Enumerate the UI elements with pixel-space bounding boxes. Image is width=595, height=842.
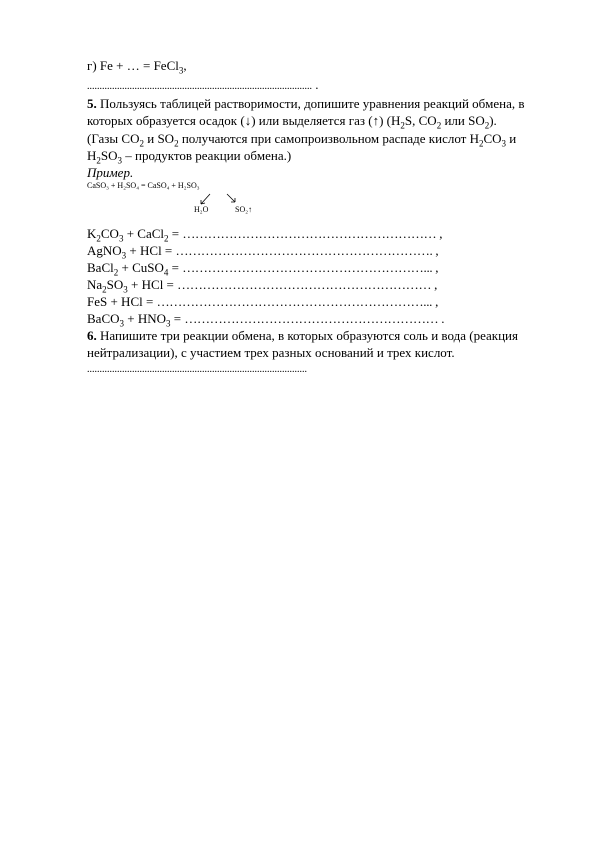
equation-text: FeS + HCl = — [87, 294, 157, 309]
equation-text: AgNO — [87, 243, 122, 258]
task5-text: H — [87, 148, 97, 163]
equation-text: SO — [106, 277, 124, 292]
answer-dots: …………………………………………………... , — [182, 260, 439, 275]
equation-text: = — [168, 226, 183, 241]
subscript: 4 — [163, 267, 169, 278]
example-h2o: H₂O — [194, 205, 209, 214]
subscript: 3 — [501, 138, 507, 149]
subscript: 2 — [113, 267, 119, 278]
example-label: Пример. — [87, 165, 134, 180]
task5-text: ) или выделяется газ ( — [251, 113, 373, 128]
equation-text: CO — [100, 226, 119, 241]
task6-line-2 — [87, 345, 455, 361]
task5-line-1 — [87, 96, 525, 112]
task5-text: ). — [489, 113, 497, 128]
task6-text: Напишите три реакции обмена, в которых образуются соль и вода (реакция — [96, 328, 518, 343]
subscript: 2 — [436, 120, 442, 131]
subscript: 2 — [102, 284, 107, 295]
answer-dots: ........................................................................................ — [87, 364, 307, 375]
equation-text: + HNO — [124, 311, 166, 326]
subscript: 3 — [119, 318, 124, 329]
answer-dots-end: . — [312, 77, 319, 92]
equation-text: + HCl = — [126, 243, 176, 258]
equation-text: = — [170, 311, 185, 326]
answer-dots: ………………………………………………………... , — [156, 294, 439, 309]
equation-5 — [87, 294, 438, 310]
task5-text: и SO — [143, 131, 175, 146]
equation-text: + CuSO — [118, 260, 164, 275]
item-g-text: г) Fe + … = FeCl — [87, 58, 179, 73]
subscript: 2 — [478, 138, 484, 149]
subscript: 2 — [400, 120, 405, 131]
equation-text: + HCl = — [127, 277, 178, 292]
answer-line-1 — [87, 77, 319, 95]
task5-text: – продуктов реакции обмена.) — [122, 148, 292, 163]
equation-text: BaCO — [87, 311, 120, 326]
subscript: 2 — [164, 233, 169, 244]
task5-text: SO — [100, 148, 118, 163]
subscript: 3 — [118, 233, 124, 244]
subscript: 2 — [174, 138, 179, 149]
subscript: 3 — [178, 65, 184, 76]
answer-dots: …………………………………………………… . — [184, 311, 445, 326]
subscript: 2 — [96, 233, 101, 244]
answer-dots: …………………………………………………… , — [177, 277, 438, 292]
subscript: 2 — [139, 138, 144, 149]
answer-dots: .......................................................................................... — [87, 81, 312, 92]
subscript: 2 — [96, 155, 101, 166]
subscript: 2 — [484, 120, 490, 131]
task5-text: CO — [483, 131, 502, 146]
task5-text: ) (H — [379, 113, 401, 128]
equation-text: K — [87, 226, 97, 241]
arrow-down-icon: ↓ — [244, 113, 252, 128]
answer-dots: ……………………………………………………. , — [175, 243, 439, 258]
task6-text: нейтрализации), с участием трех разных оснований и трех кислот. — [87, 345, 455, 360]
task5-text: (Газы CO — [87, 131, 140, 146]
item-g-tail: , — [183, 58, 187, 73]
answer-dots: …………………………………………………… , — [182, 226, 443, 241]
task5-text: которых образуется осадок ( — [87, 113, 245, 128]
task5-text: получаются при самопроизвольном распаде кислот H — [178, 131, 479, 146]
task5-number: 5. — [87, 96, 97, 111]
equation-text: Na — [87, 277, 103, 292]
equation-text: BaCl — [87, 260, 114, 275]
arrow-up-icon: ↑ — [372, 113, 380, 128]
example-so2: SO₂↑ — [235, 205, 253, 214]
subscript: 3 — [117, 155, 123, 166]
task5-text: или SO — [441, 113, 485, 128]
answer-line-2 — [87, 362, 307, 378]
equation-text: = — [168, 260, 183, 275]
task6-number: 6. — [87, 328, 97, 343]
subscript: 3 — [121, 250, 127, 261]
task5-text: S, CO — [404, 113, 437, 128]
subscript: 3 — [123, 284, 128, 295]
task5-text: и — [506, 131, 517, 146]
subscript: 3 — [166, 318, 171, 329]
item-g — [87, 58, 187, 79]
equation-text: + CaCl — [123, 226, 165, 241]
task5-text: Пользуясь таблицей растворимости, допишите уравнения реакций обмена, в — [96, 96, 525, 111]
example-equation: CaSO₃ + H₂SO₄ = CaSO₄ + H₂SO₃ — [87, 181, 200, 190]
example-arrows — [87, 178, 287, 218]
task6-line-1 — [87, 328, 518, 344]
